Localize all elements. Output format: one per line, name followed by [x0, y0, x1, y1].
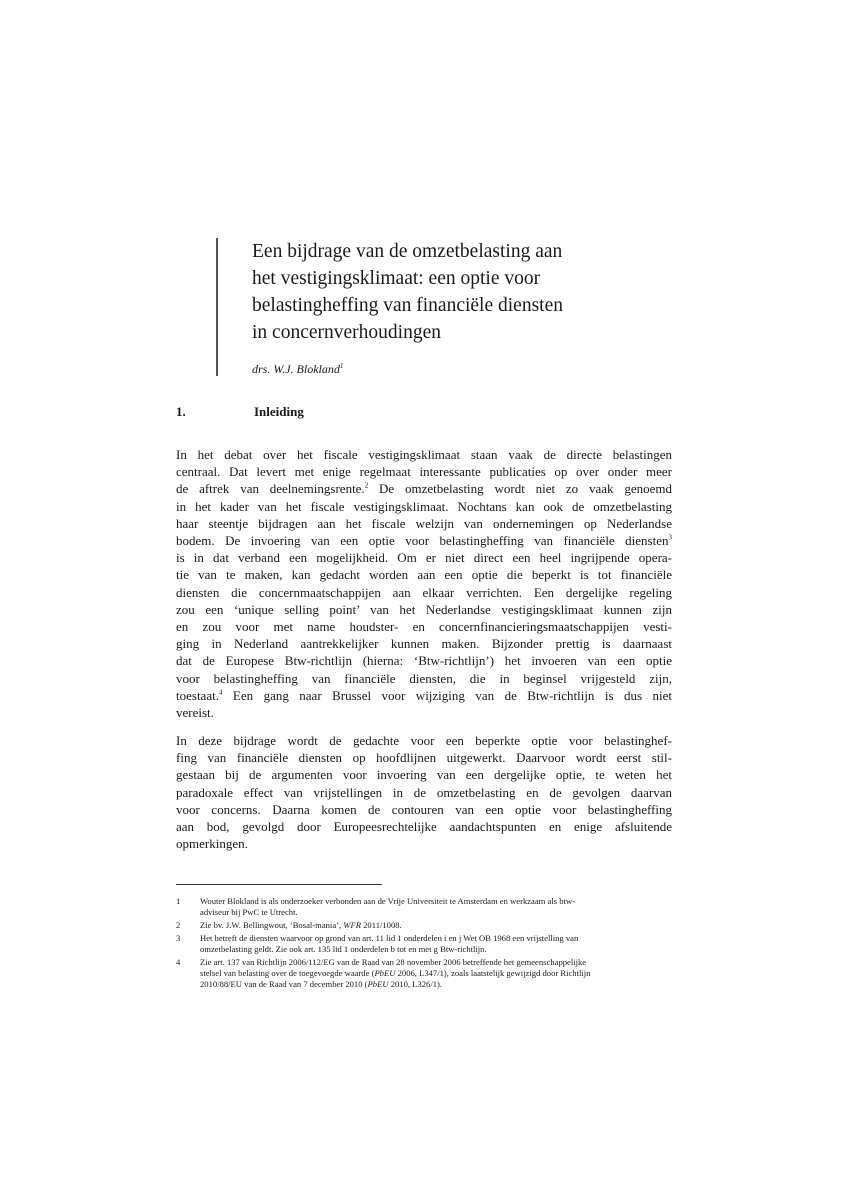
footnote-ref: 2	[364, 482, 369, 491]
text-line	[176, 532, 672, 549]
text-fragment: de aftrek van deelnemingsrente.	[176, 481, 365, 497]
footnote-line: adviseur bij PwC te Utrecht.	[200, 907, 298, 917]
footnote-line	[200, 968, 672, 979]
author-name: drs. W.J. Blokland	[252, 362, 340, 376]
text-line: opmerkingen.	[176, 836, 248, 852]
title-line: het vestigingsklimaat: een optie voor	[252, 268, 541, 289]
footnote-fragment: 2010/88/EU van de Raad van 7 december 2010 (	[200, 979, 368, 989]
author-byline	[252, 362, 343, 377]
footnote-line: Het betreft de diensten waarvoor op grond van art. 11 lid 1 onderdelen i en j Wet OB 1968 een vrijstelling van	[200, 933, 579, 943]
text-line: paradoxale effect van vrijstellingen in de omzetbelasting en de gevolgen daarvan	[176, 784, 672, 800]
footnote-text	[200, 933, 672, 955]
footnote-ref: 4	[218, 688, 223, 697]
footnote-2	[176, 920, 672, 931]
title-line: in concernverhoudingen	[252, 322, 441, 343]
text-line: aan bod, gevolgd door Europeesrechtelijke aandachtspunten en enige afsluitende	[176, 819, 672, 835]
footnote-text	[200, 920, 672, 931]
text-line: In het debat over het fiscale vestigingsklimaat staan vaak de directe belastingen	[176, 447, 672, 462]
article-title	[252, 238, 672, 346]
text-line: en zou voor met name houdster- en concernfinancieringsmaatschappijen vesti-	[176, 619, 672, 635]
footnote-ref: 1	[339, 362, 344, 370]
footnote-4	[176, 957, 672, 990]
text-line: In deze bijdrage wordt de gedachte voor een beperkte optie voor belastinghef-	[176, 733, 672, 748]
footnote-1	[176, 896, 672, 918]
text-line: ging in Nederland aantrekkelijker kunnen maken. Bijzonder prettig is daarnaast	[176, 636, 672, 652]
footnote-fragment: 2010, L326/1).	[388, 979, 443, 989]
text-line: fing van financiële diensten op hoofdlijnen uitgewerkt. Daarvoor wordt eerst stil-	[176, 750, 672, 766]
footnote-text	[200, 896, 672, 918]
footnotes	[176, 896, 672, 992]
footnote-number: 3	[176, 933, 181, 943]
text-fragment: bodem. De invoering van een optie voor belastingheffing van financiële diensten	[176, 533, 669, 549]
footnote-separator	[176, 884, 382, 885]
footnote-line	[200, 920, 672, 931]
text-line: zou een ‘unique selling point’ van het Nederlandse vestigingsklimaat kunnen zijn	[176, 601, 672, 617]
footnote-line	[200, 979, 672, 990]
text-line: vereist.	[176, 705, 214, 721]
section-number: 1.	[176, 404, 186, 419]
text-line: voor belastingheffing van financiële diensten, die in beginsel vrijgesteld zijn,	[176, 670, 672, 686]
text-line	[176, 687, 672, 704]
title-line: belastingheffing van financiële diensten	[252, 295, 563, 316]
footnote-fragment: 2006, L347/1), zoals laatstelijk gewijzigd door Richtlijn	[395, 968, 591, 978]
footnote-number: 1	[176, 896, 181, 906]
title-block	[216, 238, 686, 376]
footnote-line: Wouter Blokland is als onderzoeker verbonden aan de Vrije Universiteit te Amsterdam en werkzaam als btw-	[200, 896, 575, 906]
text-line	[176, 480, 672, 497]
footnote-fragment: stelsel van belasting over de toegevoegde waarde (	[200, 968, 375, 978]
footnote-3	[176, 933, 672, 955]
text-fragment: toestaat.	[176, 687, 219, 703]
footnote-number: 2	[176, 920, 181, 930]
journal-name: WFR	[343, 920, 361, 930]
text-line: gestaan bij de argumenten voor invoering van een dergelijke optie, te weten het	[176, 767, 672, 783]
text-line: diensten die concernmaatschappijen aan elkaar verrichten. Een dergelijke regeling	[176, 584, 672, 600]
title-margin-rule	[216, 238, 218, 376]
journal-name: PbEU	[374, 968, 396, 978]
text-line: in het kader van het fiscale vestigingsklimaat. Nochtans kan ook de omzetbelasting	[176, 498, 672, 514]
journal-name: PbEU	[367, 979, 389, 989]
text-fragment: Een gang naar Brussel voor wijziging van de Btw-richtlijn is dus niet	[222, 687, 672, 703]
paragraph-1	[176, 446, 672, 721]
text-line: tie van te maken, kan gedacht worden aan een optie die beperkt is tot financiële	[176, 567, 672, 583]
footnote-text	[200, 957, 672, 990]
footnote-fragment: Zie bv. J.W. Bellingwout, ‘Bosal-mania’,	[200, 920, 344, 930]
paragraph-2	[176, 732, 672, 852]
footnote-ref: 3	[668, 533, 672, 542]
text-line: is in dat verband een mogelijkheid. Om er niet direct een heel ingrijpende opera-	[176, 550, 672, 566]
text-line: dat de Europese Btw-richtlijn (hierna: ‘Btw-richtlijn’) het invoeren van een optie	[176, 653, 672, 669]
footnote-line: Zie art. 137 van Richtlijn 2006/112/EG van de Raad van 28 november 2006 betreffende het gemeenschappelijke	[200, 957, 587, 967]
footnote-line: omzetbelasting geldt. Zie ook art. 135 lid 1 onderdelen b tot en met g Btw-richtlijn.	[200, 944, 487, 954]
title-line: Een bijdrage van de omzetbelasting aan	[252, 241, 563, 262]
text-line: centraal. Dat levert met enige regelmaat interessante publicaties op over onder meer	[176, 464, 672, 480]
footnote-number: 4	[176, 957, 181, 967]
text-line: voor concerns. Daarna komen de contouren van een optie voor belastingheffing	[176, 801, 672, 817]
footnote-fragment: 2011/1008.	[360, 920, 402, 930]
text-line: haar steentje bijdragen aan het fiscale welzijn van ondernemingen op Nederlandse	[176, 515, 672, 531]
text-fragment: De omzetbelasting wordt niet zo vaak genoemd	[368, 481, 672, 497]
section-title: Inleiding	[254, 404, 304, 419]
